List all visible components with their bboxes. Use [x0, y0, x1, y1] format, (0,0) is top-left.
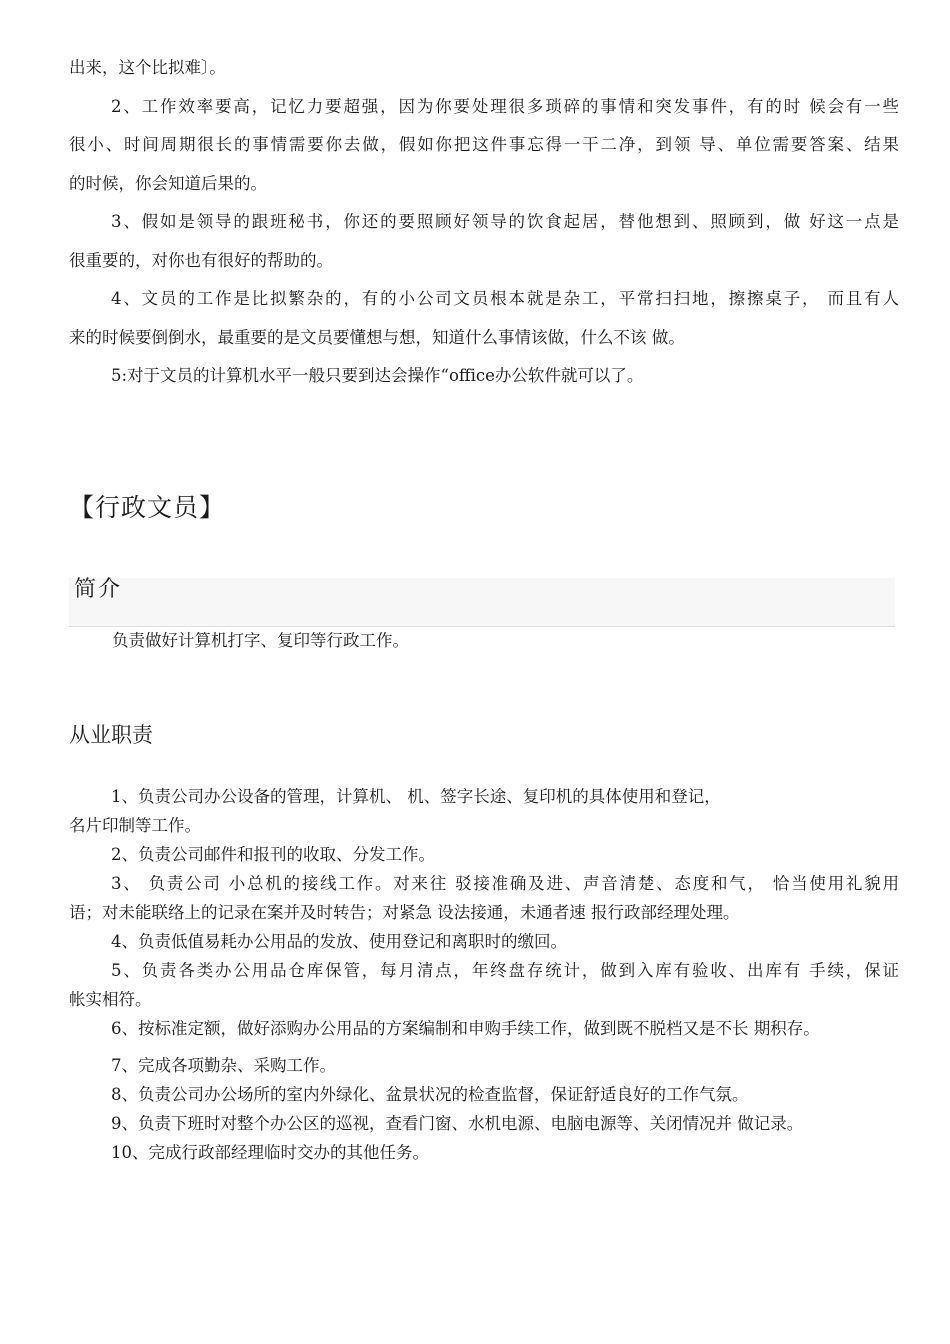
duty-line: 9、负责下班时对整个办公区的巡视，查看门窗、水机电源、电脑电源等、关闭情况并 做记录。: [111, 1114, 804, 1133]
paragraph-line: 5:对于文员的计算机水平一般只要到达会操作“office办公软件就可以了。: [111, 366, 644, 385]
intro-text: 负责做好计算机打字、复印等行政工作。: [112, 631, 409, 650]
duty-line: 8、负责公司办公场所的室内外绿化、盆景状况的检查监督，保证舒适良好的工作气氛。: [111, 1085, 749, 1104]
duty-line: 5、负责各类办公用品仓库保管，每月清点，年终盘存统计，做到入库有验收、出库有 手续，保证: [111, 961, 899, 980]
requirements-text: [69, 52, 899, 399]
duty-line: 名片印制等工作。: [69, 816, 201, 835]
duty-line: 10、完成行政部经理临时交办的其他任务。: [111, 1143, 429, 1162]
duties-title: 从业职责: [69, 723, 153, 747]
paragraph-line: 2、工作效率要高，记忆力要超强，因为你要处理很多琐碎的事情和突发事件，有的时 候会有一些: [111, 96, 899, 116]
paragraph-line: 出来，这个比拟难〕。: [69, 58, 226, 77]
duty-line: 2、负责公司邮件和报刊的收取、分发工作。: [111, 845, 435, 864]
duty-line: 7、完成各项勤杂、采购工作。: [111, 1056, 336, 1075]
paragraph-line: 3、假如是领导的跟班秘书，你还的要照顾好领导的饮食起居，替他想到、照顾到，做 好这一点是: [111, 212, 899, 231]
duty-line: 4、负责低值易耗办公用品的发放、使用登记和离职时的缴回。: [111, 932, 567, 951]
intro-header-box: [69, 578, 895, 627]
paragraph-line: 很小、时间周期很长的事情需要你去做，假如你把这件事忘得一干二净，到领 导、单位需要答案、结果: [69, 135, 899, 154]
duty-line: 帐实相符。: [69, 990, 152, 1009]
duty-line: 语；对未能联络上的记录在案并及时转告；对紧急 设法接通，未通者速 报行政部经理处理。: [69, 903, 740, 922]
paragraph-line: 的时候，你会知道后果的。: [69, 173, 267, 193]
duty-line: 3、 负责公司 小总机的接线工作。对来往 驳接准确及进、声音清楚、态度和气， 恰当使用礼貌用: [111, 874, 899, 893]
paragraph-line: 来的时候要倒倒水，最重要的是文员要懂想与想，知道什么事情该做，什么不该 做。: [69, 327, 685, 347]
intro-label: 简介: [74, 577, 123, 602]
paragraph-line: 很重要的，对你也有很好的帮助的。: [69, 250, 333, 270]
section-title: 【行政文员】: [69, 493, 226, 522]
duty-line: 6、按标准定额，做好添购办公用品的方案编制和申购手续工作，做到既不脱档又是不长 期积存。: [111, 1019, 820, 1038]
duty-line: 1、负责公司办公设备的管理，计算机、 机、签字长途、复印机的具体使用和登记，: [111, 787, 721, 806]
duties-list: [69, 784, 899, 1169]
paragraph-line: 4、文员的工作是比拟繁杂的，有的小公司文员根本就是杂工，平常扫扫地，擦擦桌子， 而且有人: [111, 289, 899, 308]
